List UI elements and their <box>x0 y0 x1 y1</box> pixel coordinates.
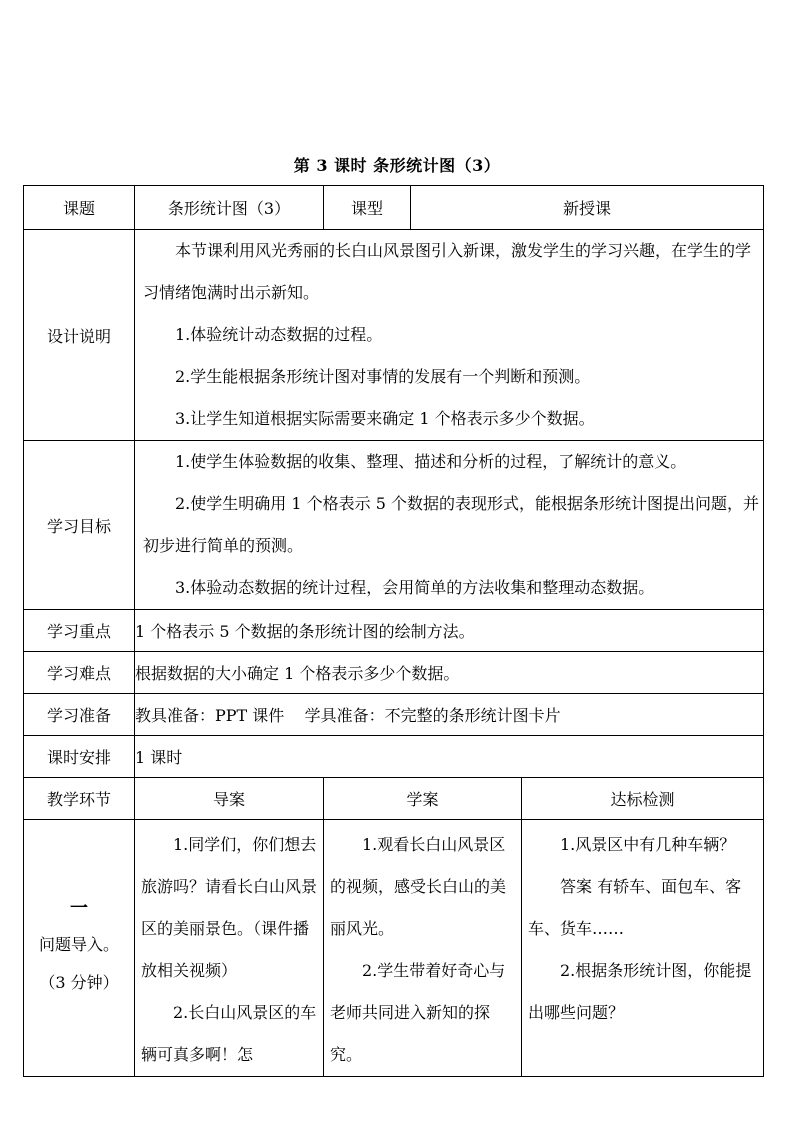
design-para: 1.体验统计动态数据的过程。 <box>175 325 383 344</box>
section1-guide <box>135 820 324 1077</box>
section1-stage <box>24 820 135 1077</box>
col-guide: 导案 <box>135 778 324 820</box>
design-content <box>135 230 764 441</box>
topic-label: 课题 <box>24 186 135 230</box>
type-label: 课型 <box>324 186 411 230</box>
columns-row <box>24 778 764 820</box>
type-value: 新授课 <box>411 186 764 230</box>
design-para: 2.学生能根据条形统计图对事情的发展有一个判断和预测。 <box>175 367 591 386</box>
difficulty-row <box>24 652 764 694</box>
design-label: 设计说明 <box>24 230 135 441</box>
schedule-value: 1 课时 <box>135 736 764 778</box>
section1-study <box>324 820 522 1077</box>
schedule-row <box>24 736 764 778</box>
guide-para: 1.同学们，你们想去旅游吗？请看长白山风景区的美丽景色。（课件播放相关视频） <box>141 835 318 980</box>
section1-time: （3 分钟） <box>39 973 119 992</box>
key-row <box>24 610 764 652</box>
section1-number: 一 <box>70 898 88 919</box>
col-check: 达标检测 <box>522 778 764 820</box>
col-stage: 教学环节 <box>24 778 135 820</box>
section1-row <box>24 820 764 1077</box>
key-label: 学习重点 <box>24 610 135 652</box>
goals-label: 学习目标 <box>24 441 135 610</box>
design-para: 本节课利用风光秀丽的长白山风景图引入新课，激发学生的学习兴趣，在学生的学习情绪饱满时出示新知。 <box>143 241 752 302</box>
header-row <box>24 186 764 230</box>
goal-para: 2.使学生明确用 1 个格表示 5 个数据的表现形式，能根据条形统计图提出问题，并初步进行简单的预测。 <box>143 494 759 555</box>
difficulty-value: 根据数据的大小确定 1 个格表示多少个数据。 <box>135 652 764 694</box>
goals-content <box>135 441 764 610</box>
page-title: 第 3 课时 条形统计图（3） <box>293 156 501 175</box>
prep-row <box>24 694 764 736</box>
topic-value: 条形统计图（3） <box>135 186 324 230</box>
check-para: 2.根据条形统计图，你能提出哪些问题？ <box>528 961 752 1022</box>
key-value: 1 个格表示 5 个数据的条形统计图的绘制方法。 <box>135 610 764 652</box>
study-para: 1.观看长白山风景区的视频，感受长白山的美丽风光。 <box>330 835 507 938</box>
guide-para: 2.长白山风景区的车辆可真多啊！怎 <box>141 1003 317 1064</box>
prep-label: 学习准备 <box>24 694 135 736</box>
study-para: 2.学生带着好奇心与老师共同进入新知的探究。 <box>330 961 506 1064</box>
schedule-label: 课时安排 <box>24 736 135 778</box>
section1-name: 问题导入。 <box>38 935 119 954</box>
difficulty-label: 学习难点 <box>24 652 135 694</box>
goal-para: 1.使学生体验数据的收集、整理、描述和分析的过程，了解统计的意义。 <box>175 452 687 471</box>
design-para: 3.让学生知道根据实际需要来确定 1 个格表示多少个数据。 <box>175 409 595 428</box>
prep-value: 教具准备：PPT 课件 学具准备：不完整的条形统计图卡片 <box>135 694 764 736</box>
goals-row <box>24 441 764 610</box>
check-para: 1.风景区中有几种车辆？ <box>560 835 736 854</box>
col-study: 学案 <box>324 778 522 820</box>
design-row <box>24 230 764 441</box>
check-para: 答案 有轿车、面包车、客车、货车…… <box>528 877 742 938</box>
goal-para: 3.体验动态数据的统计过程，会用简单的方法收集和整理动态数据。 <box>175 578 655 597</box>
section1-check <box>522 820 764 1077</box>
lesson-plan-table <box>23 185 764 1077</box>
